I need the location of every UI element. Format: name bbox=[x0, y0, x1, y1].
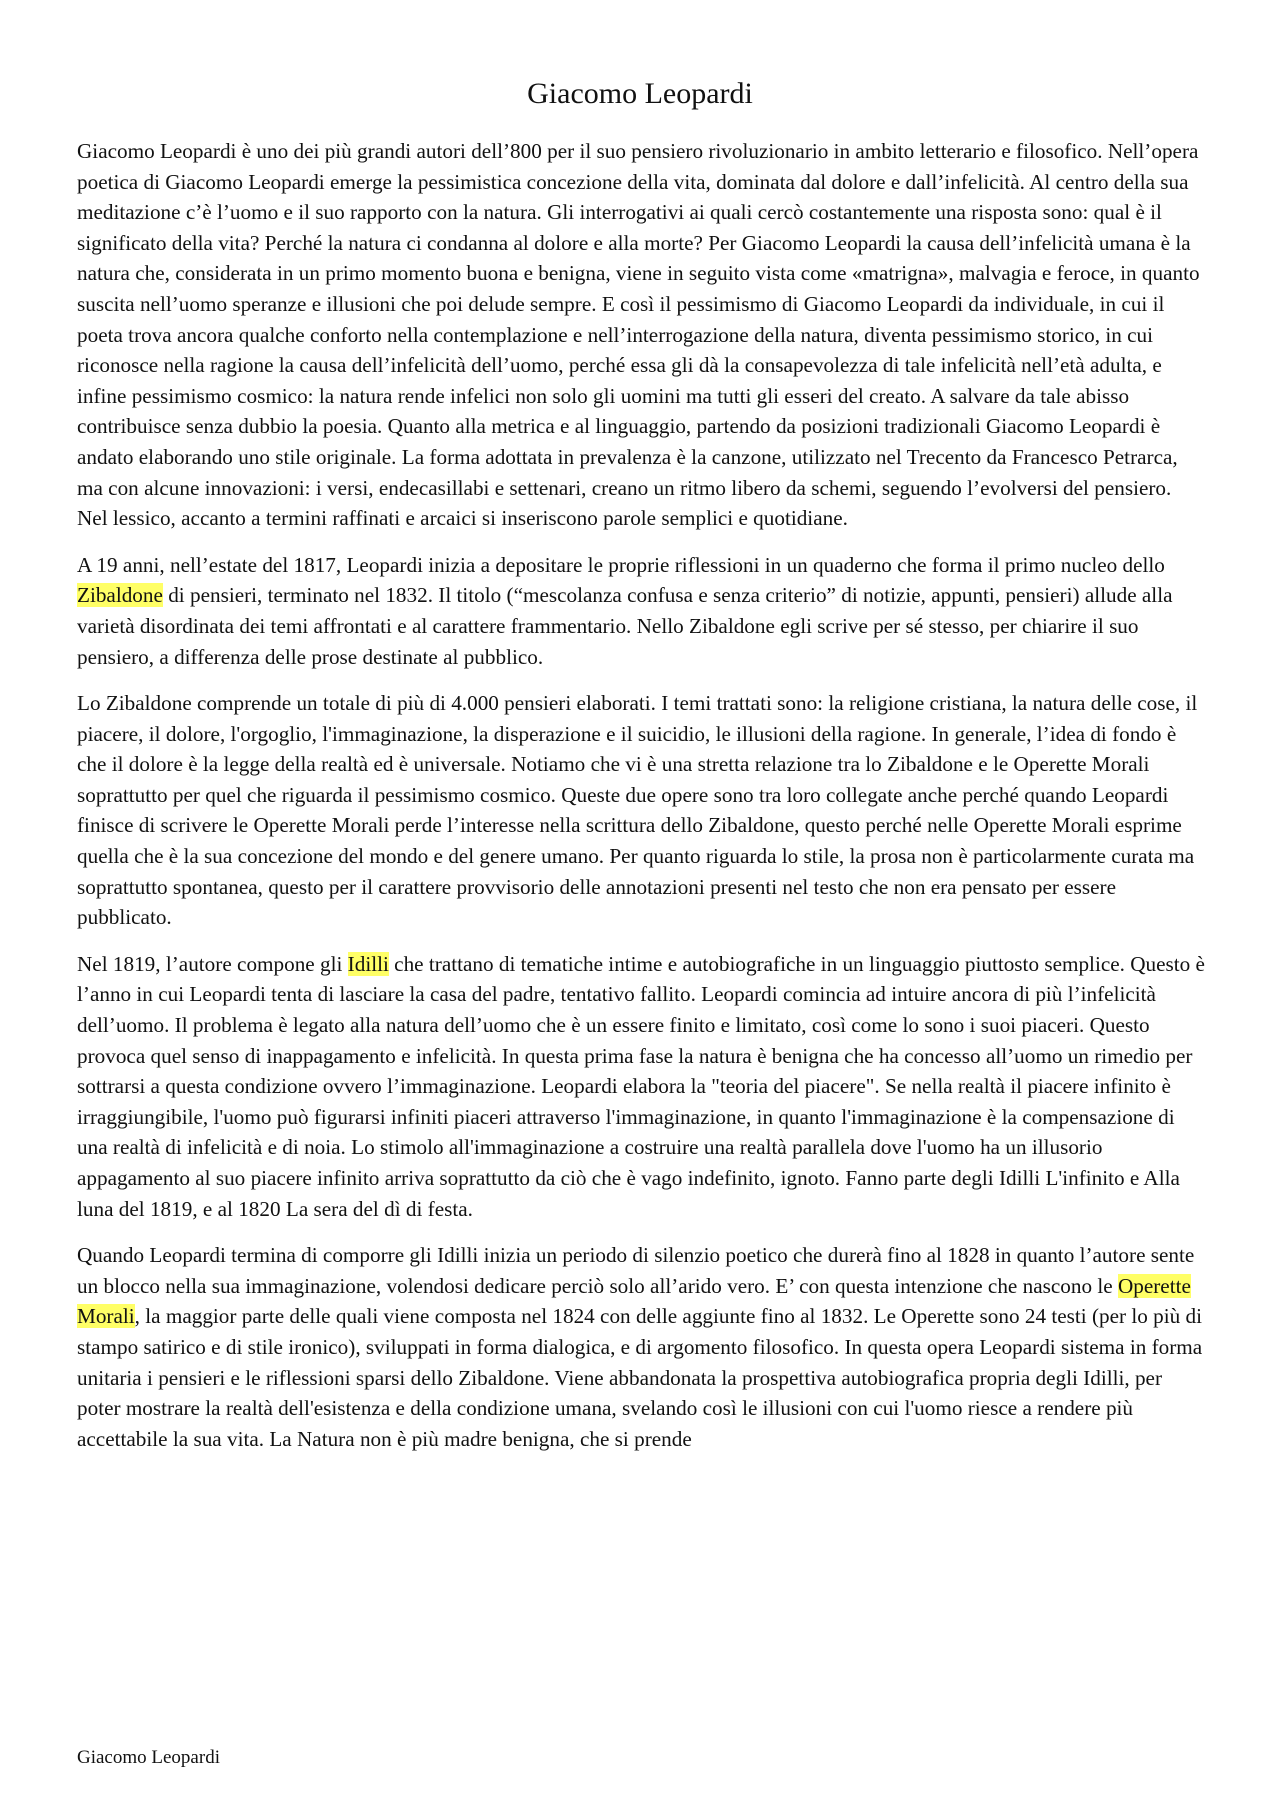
document-body bbox=[77, 136, 1207, 1470]
page-footer: Giacomo Leopardi bbox=[77, 1747, 220, 1768]
highlighted-term-zibaldone: Zibaldone bbox=[77, 583, 163, 608]
paragraph-idilli bbox=[77, 949, 1207, 1224]
paragraph-text-segment: che trattano di tematiche intime e autobiografiche in un linguaggio piuttosto semplice. Questo è l’anno in cui Leopardi tenta di lasciare la casa del padre, tentativo fallito. Leopardi comincia ad intuire ancora di più l’infelicità dell’uomo. Il problema è legato alla natura dell’uomo che è un essere finito e limitato, così come lo sono i suoi piaceri. Questo provoca quel senso di inappagamento e infelicità. In questa prima fase la natura è benigna che ha concesso all’uomo un rimedio per sottrarsi a questa condizione ovvero l’immaginazione. Leopardi elabora la "teoria del piacere". Se nella realtà il piacere infinito è irraggiungibile, l'uomo può figurarsi infiniti piaceri attraverso l'immaginazione, in quanto l'immaginazione è la compensazione di una realtà di infelicità e di noia. Lo stimolo all'immaginazione a costruire una realtà parallela dove l'uomo ha un illusorio appagamento al suo piacere infinito arriva soprattutto da ciò che è vago indefinito, ignoto. Fanno parte degli Idilli L'infinito e Alla luna del 1819, e al 1820 La sera del dì di festa. bbox=[77, 951, 1205, 1221]
page-title: Giacomo Leopardi bbox=[527, 77, 753, 110]
paragraph-text-segment: Nel 1819, l’autore compone gli bbox=[77, 951, 348, 976]
paragraph-operette-morali bbox=[77, 1240, 1207, 1454]
paragraph-text-segment: Quando Leopardi termina di comporre gli Idilli inizia un periodo di silenzio poetico che durerà fino al 1828 in quanto l’autore sente un blocco nella sua immaginazione, volendosi dedicare perciò solo all’arido vero. E’ con questa intenzione che nascono le bbox=[77, 1243, 1195, 1298]
paragraph-text-segment: , la maggior parte delle quali viene composta nel 1824 con delle aggiunte fino al 1832. Le Operette sono 24 testi (per lo più di stampo satirico e di stile ironico), sviluppati in forma dialogica, e di argomento filosofico. In questa opera Leopardi sistema in forma unitaria i pensieri e le riflessioni sparsi dello Zibaldone. Viene abbandonata la prospettiva autobiografica propria degli Idilli, per poter mostrare la realtà dell'esistenza e della condizione umana, svelando così le illusioni con cui l'uomo riesce a rendere più accettabile la sua vita. La Natura non è più madre benigna, che si prende bbox=[77, 1304, 1203, 1451]
paragraph-intro: Giacomo Leopardi è uno dei più grandi autori dell’800 per il suo pensiero rivoluzionario in ambito letterario e filosofico. Nell’opera poetica di Giacomo Leopardi emerge la pessimistica concezione della vita, dominata dal dolore e dall’infelicità. Al centro della sua meditazione c’è l’uomo e il suo rapporto con la natura. Gli interrogativi ai quali cercò costantemente una risposta sono: qual è il significato della vita? Perché la natura ci condanna al dolore e alla morte? Per Giacomo Leopardi la causa dell’infelicità umana è la natura che, considerata in un primo momento buona e benigna, viene in seguito vista come «matrigna», malvagia e feroce, in quanto suscita nell’uomo speranze e illusioni che poi delude sempre. E così il pessimismo di Giacomo Leopardi da individuale, in cui il poeta trova ancora qualche conforto nella contemplazione e nell’interrogazione della natura, diventa pessimismo storico, in cui riconosce nella ragione la causa dell’infelicità dell’uomo, perché essa gli dà la consapevolezza di tale infelicità nell’età adulta, e infine pessimismo cosmico: la natura rende infelici non solo gli uomini ma tutti gli esseri del creato. A salvare da tale abisso contribuisce senza dubbio la poesia. Quanto alla metrica e al linguaggio, partendo da posizioni tradizionali Giacomo Leopardi è andato elaborando uno stile originale. La forma adottata in prevalenza è la canzone, utilizzato nel Trecento da Francesco Petrarca, ma con alcune innovazioni: i versi, endecasillabi e settenari, creano un ritmo libero da schemi, seguendo l’evolversi del pensiero. Nel lessico, accanto a termini raffinati e arcaici si inseriscono parole semplici e quotidiane. bbox=[77, 139, 1200, 531]
paragraph-zibaldone-content: Lo Zibaldone comprende un totale di più di 4.000 pensieri elaborati. I temi trattati sono: la religione cristiana, la natura delle cose, il piacere, il dolore, l'orgoglio, l'immaginazione, la disperazione e il suicidio, le illusioni della ragione. In generale, l’idea di fondo è che il dolore è la legge della realtà ed è universale. Notiamo che vi è una stretta relazione tra lo Zibaldone e le Operette Morali soprattutto per quel che riguarda il pessimismo cosmico. Queste due opere sono tra loro collegate anche perché quando Leopardi finisce di scrivere le Operette Morali perde l’interesse nella scrittura dello Zibaldone, questo perché nelle Operette Morali esprime quella che è la sua concezione del mondo e del genere umano. Per quanto riguarda lo stile, la prosa non è particolarmente curata ma soprattutto spontanea, questo per il carattere provvisorio delle annotazioni presenti nel testo che non era pensato per essere pubblicato. bbox=[77, 691, 1198, 930]
highlighted-term-idilli: Idilli bbox=[347, 951, 389, 976]
paragraph-text-segment: di pensieri, terminato nel 1832. Il titolo (“mescolanza confusa e senza criterio” di notizie, appunti, pensieri) allude alla varietà disordinata dei temi affrontati e al carattere frammentario. Nello Zibaldone egli scrive per sé stesso, per chiarire il suo pensiero, a differenza delle prose destinate al pubblico. bbox=[77, 583, 1173, 669]
highlighted-term-operette-morali: Operette Morali bbox=[77, 1273, 1191, 1329]
paragraph-zibaldone-origin bbox=[77, 550, 1207, 672]
paragraph-text-segment: A 19 anni, nell’estate del 1817, Leopardi inizia a depositare le proprie riflessioni in un quaderno che forma il primo nucleo dello bbox=[77, 552, 1165, 577]
